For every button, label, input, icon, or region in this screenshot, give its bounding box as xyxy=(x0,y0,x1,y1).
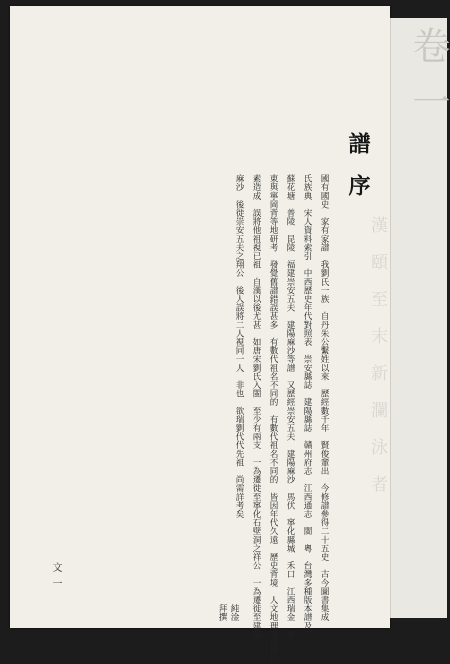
author-signature: 純淦拜撰 xyxy=(217,604,239,622)
text-column: 素造成 誤將他祖視已祖 自漢以後尤甚 如唐宋劉氏入閩 至少有兩支 一為遷徙至寧化石壁洞之祥公 一為遷徙至建陽 xyxy=(251,174,261,639)
text-column: 氏族典 宋人資料索引 中西歷史年代對照表 崇安縣誌 建陽縣誌 贛州府志 江西通志 閩 粵 台灣多種版本譜及江 xyxy=(302,174,312,639)
text-column: 蘇花塘 普陵 昆陵 福建崇安五夫 建陽麻沙等譜 又歷經崇安五夫 建陽麻沙 馬伏 寧化縣城 禾口 江西瑞金 廣 xyxy=(285,174,295,639)
page-title: 譜序 xyxy=(345,132,371,216)
bleed-through-text: 漢頤至末新瀾泳者 xyxy=(367,216,387,512)
page-number: 文一 xyxy=(50,562,61,594)
text-column: 東與寧岡背等地研考 發覺舊譜錯誤甚多 有數代祖名不同的 有數代祖名不同的 皆因年代久遠 歷史背境 人文地理等種種因 xyxy=(268,174,278,664)
volume-title: 卷一 xyxy=(406,26,450,138)
next-page-edge xyxy=(390,18,450,618)
text-column: 國有國史 家有家譜 我劉氏一族 自丹朱公繫姓以來 歷經數千年 賢俊輩出 今修譜參得二十五史 古今圖書集成 xyxy=(319,174,329,622)
document-page xyxy=(10,6,390,664)
text-column: 麻沙 後徙崇安五夫之翔公 後人誤將二人視同一人 非也 欲瑞劉代代先祖 尚需詳考矣 xyxy=(234,174,244,518)
